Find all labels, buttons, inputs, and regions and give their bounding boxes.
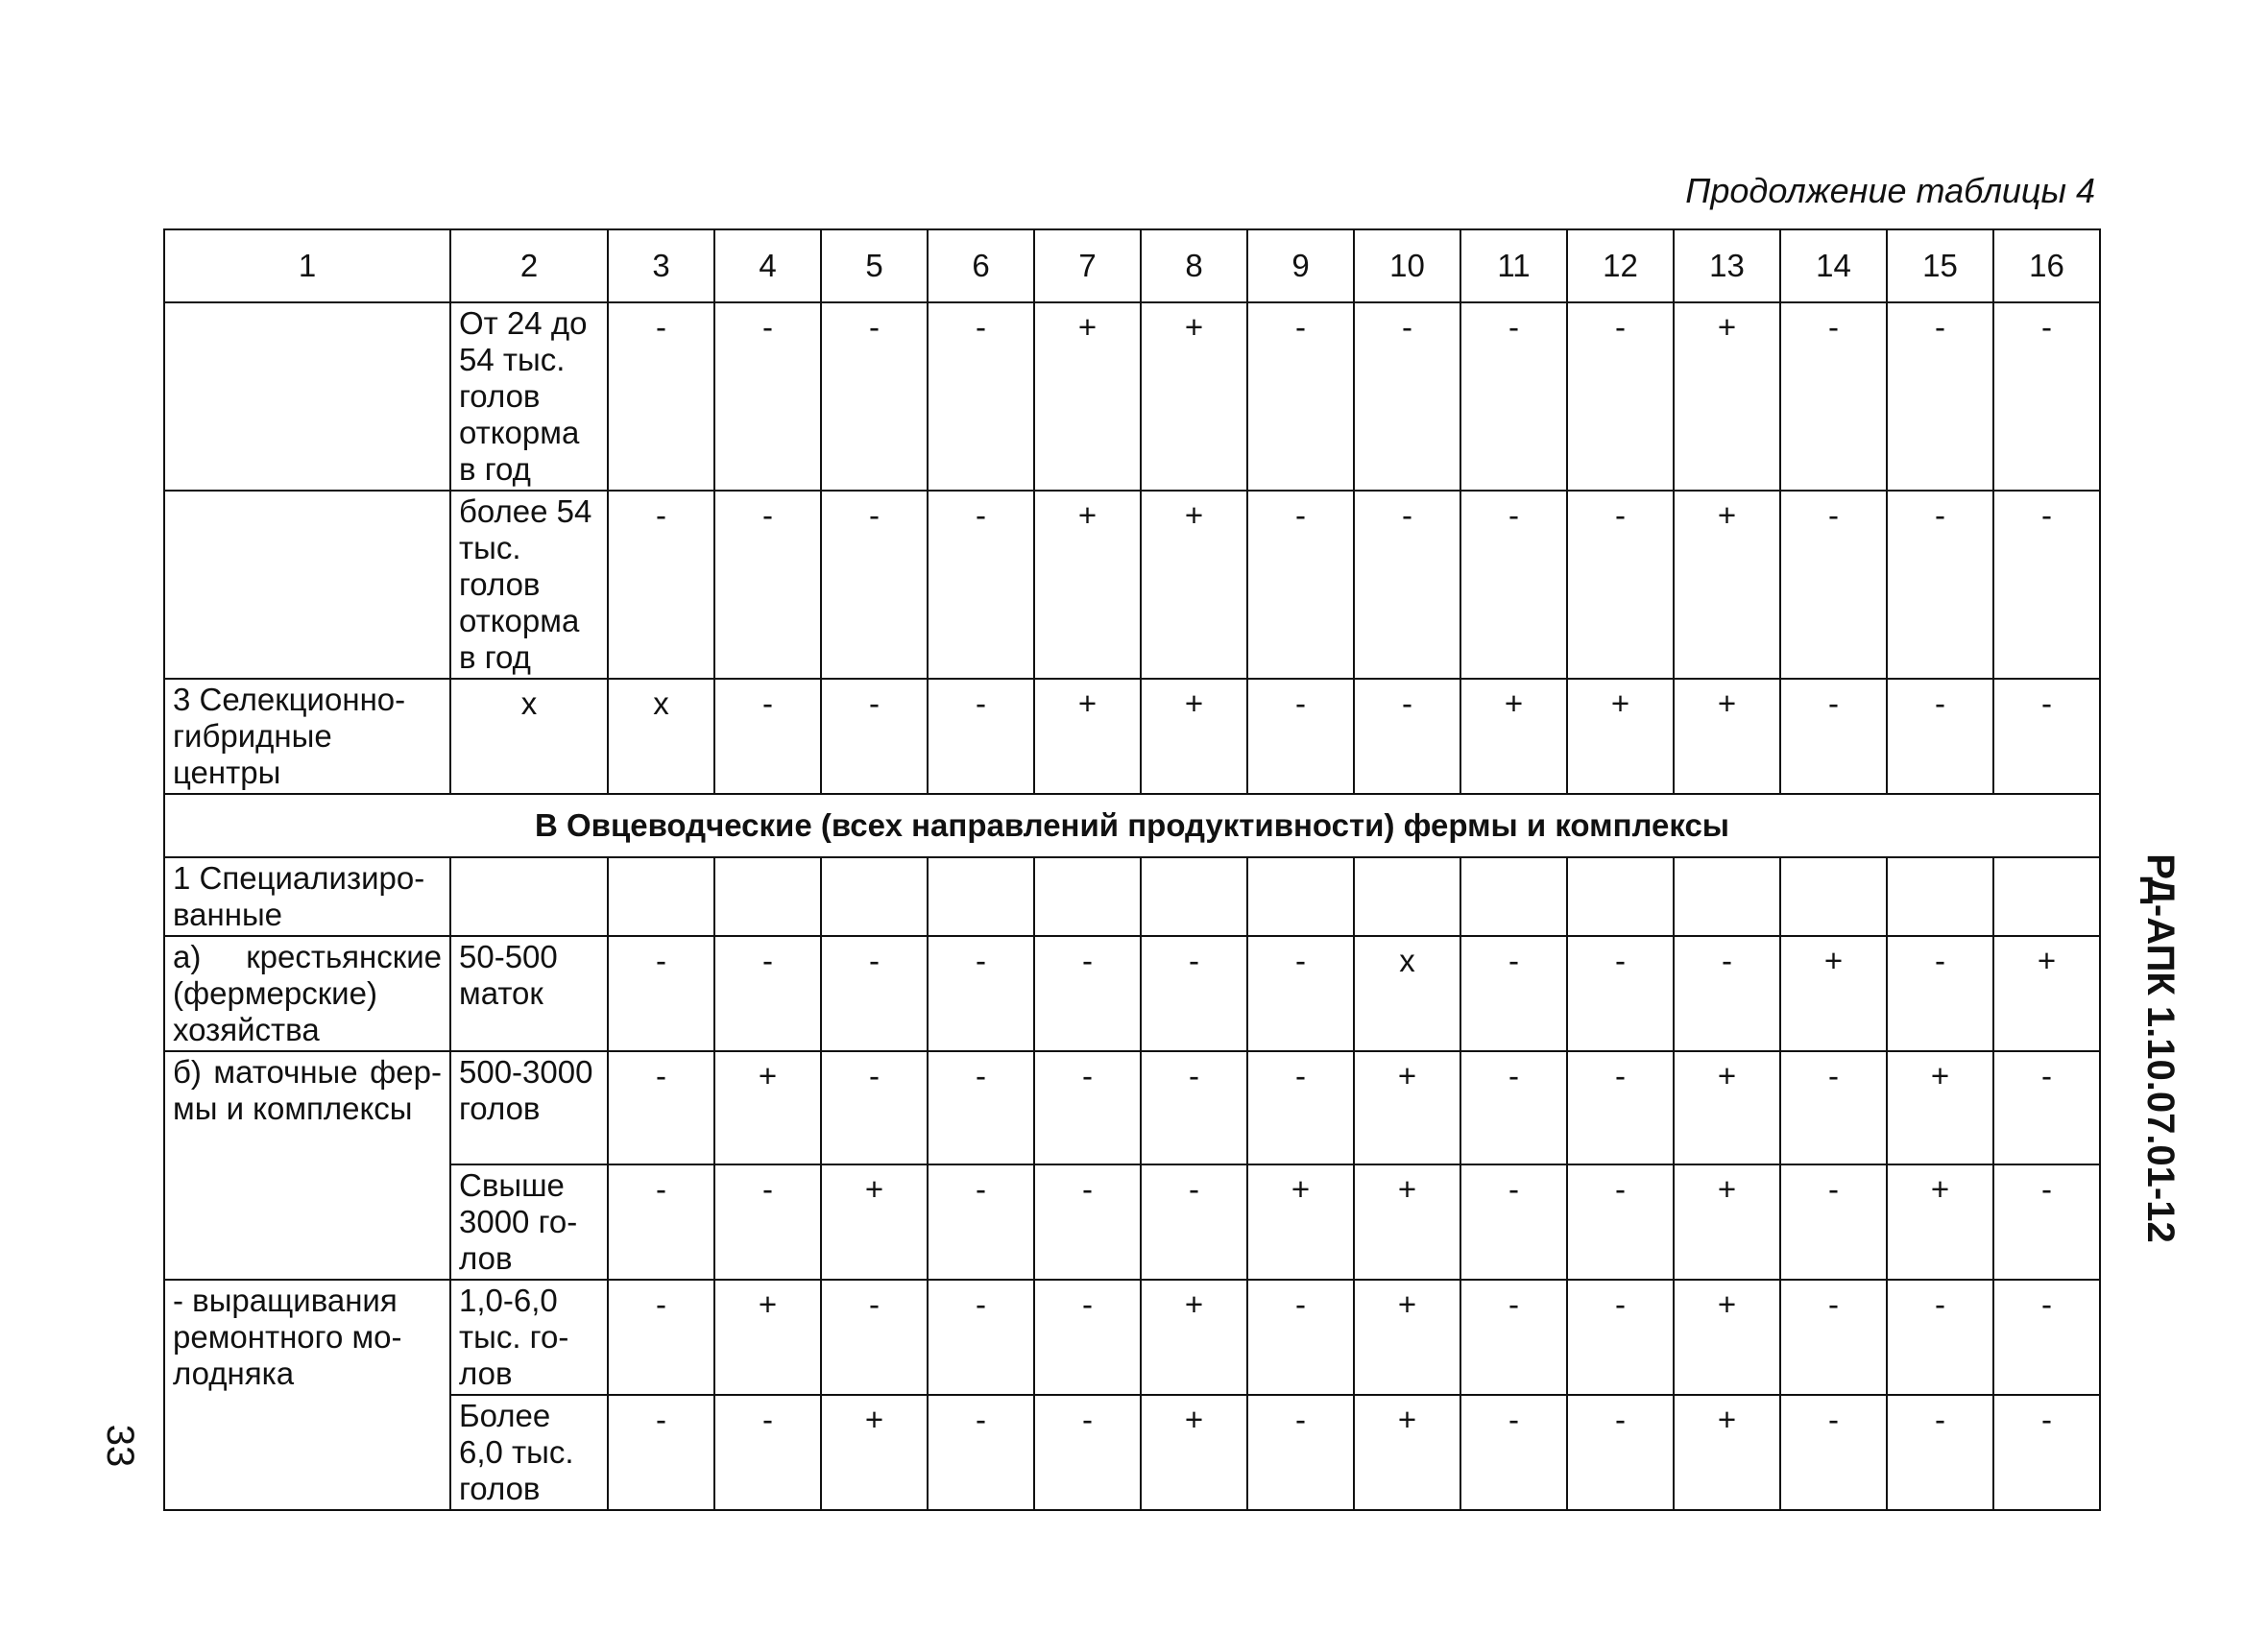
mark-cell: - bbox=[1247, 679, 1354, 794]
row-category-cell: а) крестьянские (фермерские) хозяйства bbox=[164, 936, 450, 1051]
mark-cell: - bbox=[1780, 302, 1887, 491]
mark-cell: + bbox=[1354, 1051, 1460, 1164]
table-row bbox=[164, 857, 2100, 936]
mark-cell: - bbox=[1460, 1164, 1567, 1280]
mark-cell: - bbox=[1993, 491, 2100, 679]
column-header: 16 bbox=[1993, 229, 2100, 302]
row-capacity-cell: Свыше 3000 го-лов bbox=[450, 1164, 608, 1280]
mark-cell: - bbox=[608, 936, 714, 1051]
mark-cell: - bbox=[928, 1280, 1034, 1395]
column-header: 7 bbox=[1034, 229, 1141, 302]
table-row bbox=[164, 679, 2100, 794]
mark-cell: - bbox=[821, 679, 928, 794]
mark-cell bbox=[608, 857, 714, 936]
mark-cell: - bbox=[1887, 302, 1993, 491]
mark-cell: - bbox=[1780, 1051, 1887, 1164]
table-row bbox=[164, 1051, 2100, 1164]
mark-cell: + bbox=[1141, 491, 1247, 679]
row-capacity-cell: х bbox=[450, 679, 608, 794]
mark-cell: - bbox=[1460, 1051, 1567, 1164]
mark-cell: + bbox=[1567, 679, 1674, 794]
mark-cell: - bbox=[928, 1051, 1034, 1164]
mark-cell: - bbox=[821, 1051, 928, 1164]
mark-cell: - bbox=[1034, 1280, 1141, 1395]
row-category-cell: б) маточные фер-мы и комплексы bbox=[164, 1051, 450, 1280]
table-row bbox=[164, 1280, 2100, 1395]
column-header: 9 bbox=[1247, 229, 1354, 302]
mark-cell: - bbox=[821, 302, 928, 491]
row-capacity-cell: 500-3000 голов bbox=[450, 1051, 608, 1164]
mark-cell: - bbox=[1247, 491, 1354, 679]
mark-cell: - bbox=[714, 1164, 821, 1280]
column-header: 3 bbox=[608, 229, 714, 302]
row-category-cell bbox=[164, 302, 450, 491]
mark-cell: + bbox=[1993, 936, 2100, 1051]
mark-cell: - bbox=[1247, 936, 1354, 1051]
mark-cell: - bbox=[1460, 491, 1567, 679]
mark-cell: - bbox=[928, 491, 1034, 679]
mark-cell: - bbox=[1567, 1395, 1674, 1510]
mark-cell: - bbox=[1993, 1395, 2100, 1510]
mark-cell: + bbox=[1780, 936, 1887, 1051]
mark-cell bbox=[821, 857, 928, 936]
mark-cell: + bbox=[1141, 1395, 1247, 1510]
mark-cell: - bbox=[928, 1395, 1034, 1510]
mark-cell: - bbox=[1887, 936, 1993, 1051]
mark-cell: + bbox=[1674, 1280, 1780, 1395]
mark-cell: + bbox=[714, 1051, 821, 1164]
mark-cell bbox=[1460, 857, 1567, 936]
mark-cell: - bbox=[1780, 679, 1887, 794]
mark-cell: - bbox=[1780, 491, 1887, 679]
mark-cell: - bbox=[821, 936, 928, 1051]
mark-cell: + bbox=[1354, 1280, 1460, 1395]
mark-cell: - bbox=[1034, 1051, 1141, 1164]
mark-cell: - bbox=[1780, 1395, 1887, 1510]
table-row bbox=[164, 491, 2100, 679]
column-header: 15 bbox=[1887, 229, 1993, 302]
mark-cell: - bbox=[1247, 1280, 1354, 1395]
mark-cell: - bbox=[608, 1280, 714, 1395]
row-category-cell: - выращивания ремонтного мо-лодняка bbox=[164, 1280, 450, 1510]
mark-cell: - bbox=[1141, 1164, 1247, 1280]
mark-cell: - bbox=[928, 936, 1034, 1051]
mark-cell: - bbox=[1141, 936, 1247, 1051]
mark-cell: - bbox=[1567, 1280, 1674, 1395]
column-header: 13 bbox=[1674, 229, 1780, 302]
mark-cell: - bbox=[1354, 491, 1460, 679]
mark-cell bbox=[1780, 857, 1887, 936]
mark-cell: - bbox=[1674, 936, 1780, 1051]
mark-cell: - bbox=[1034, 936, 1141, 1051]
section-heading-row bbox=[164, 794, 2100, 857]
mark-cell: + bbox=[1247, 1164, 1354, 1280]
mark-cell: + bbox=[1460, 679, 1567, 794]
mark-cell: - bbox=[1034, 1164, 1141, 1280]
row-capacity-cell: От 24 до 54 тыс. голов откорма в год bbox=[450, 302, 608, 491]
mark-cell: - bbox=[1993, 1280, 2100, 1395]
mark-cell: - bbox=[608, 302, 714, 491]
mark-cell: + bbox=[1887, 1164, 1993, 1280]
mark-cell: - bbox=[821, 1280, 928, 1395]
column-header: 8 bbox=[1141, 229, 1247, 302]
mark-cell: - bbox=[1993, 1051, 2100, 1164]
requirements-table bbox=[163, 228, 2101, 1511]
mark-cell: - bbox=[1993, 1164, 2100, 1280]
mark-cell: + bbox=[821, 1395, 928, 1510]
mark-cell: - bbox=[1247, 302, 1354, 491]
mark-cell bbox=[1247, 857, 1354, 936]
mark-cell: - bbox=[1247, 1395, 1354, 1510]
row-capacity-cell bbox=[450, 857, 608, 936]
mark-cell: - bbox=[1460, 1280, 1567, 1395]
mark-cell: - bbox=[1567, 1051, 1674, 1164]
mark-cell bbox=[1993, 857, 2100, 936]
mark-cell: - bbox=[714, 679, 821, 794]
mark-cell: - bbox=[1460, 1395, 1567, 1510]
mark-cell: - bbox=[1141, 1051, 1247, 1164]
mark-cell: + bbox=[1034, 302, 1141, 491]
mark-cell: - bbox=[1567, 491, 1674, 679]
mark-cell: - bbox=[1460, 302, 1567, 491]
mark-cell: - bbox=[714, 936, 821, 1051]
mark-cell: + bbox=[1141, 679, 1247, 794]
mark-cell: - bbox=[928, 1164, 1034, 1280]
table-header-row bbox=[164, 229, 2100, 302]
mark-cell: - bbox=[714, 491, 821, 679]
mark-cell: + bbox=[1141, 302, 1247, 491]
mark-cell: + bbox=[1674, 302, 1780, 491]
column-header: 11 bbox=[1460, 229, 1567, 302]
mark-cell: + bbox=[1354, 1164, 1460, 1280]
mark-cell: - bbox=[608, 1164, 714, 1280]
row-category-cell: 3 Селекционно-гибридные центры bbox=[164, 679, 450, 794]
mark-cell: + bbox=[1887, 1051, 1993, 1164]
mark-cell: - bbox=[1247, 1051, 1354, 1164]
mark-cell: - bbox=[714, 302, 821, 491]
mark-cell: - bbox=[1034, 1395, 1141, 1510]
mark-cell: - bbox=[1993, 679, 2100, 794]
mark-cell: - bbox=[1354, 302, 1460, 491]
mark-cell: + bbox=[1674, 679, 1780, 794]
table-row bbox=[164, 936, 2100, 1051]
table-row bbox=[164, 1395, 2100, 1510]
column-header: 5 bbox=[821, 229, 928, 302]
mark-cell: - bbox=[1567, 936, 1674, 1051]
mark-cell: - bbox=[1993, 302, 2100, 491]
mark-cell: - bbox=[1354, 679, 1460, 794]
column-header: 4 bbox=[714, 229, 821, 302]
mark-cell: - bbox=[1887, 679, 1993, 794]
mark-cell: + bbox=[1674, 1395, 1780, 1510]
column-header: 10 bbox=[1354, 229, 1460, 302]
mark-cell: - bbox=[1780, 1164, 1887, 1280]
table-row bbox=[164, 1164, 2100, 1280]
mark-cell: - bbox=[1887, 1395, 1993, 1510]
column-header: 14 bbox=[1780, 229, 1887, 302]
row-capacity-cell: 50-500 маток bbox=[450, 936, 608, 1051]
mark-cell: - bbox=[1460, 936, 1567, 1051]
column-header: 6 bbox=[928, 229, 1034, 302]
column-header: 1 bbox=[164, 229, 450, 302]
mark-cell bbox=[1887, 857, 1993, 936]
mark-cell bbox=[928, 857, 1034, 936]
table-body bbox=[164, 229, 2100, 1510]
column-header: 12 bbox=[1567, 229, 1674, 302]
mark-cell bbox=[1034, 857, 1141, 936]
mark-cell bbox=[714, 857, 821, 936]
mark-cell bbox=[1674, 857, 1780, 936]
mark-cell: - bbox=[1567, 1164, 1674, 1280]
mark-cell bbox=[1567, 857, 1674, 936]
row-category-cell bbox=[164, 491, 450, 679]
page-number: 33 bbox=[99, 1424, 141, 1468]
table-continuation-caption: Продолжение таблицы 4 bbox=[1685, 171, 2095, 210]
section-heading: В Овцеводческие (всех направлений продуктивности) фермы и комплексы bbox=[164, 794, 2100, 857]
mark-cell: - bbox=[928, 679, 1034, 794]
mark-cell: - bbox=[928, 302, 1034, 491]
mark-cell: - bbox=[608, 491, 714, 679]
mark-cell: - bbox=[1887, 491, 1993, 679]
mark-cell: - bbox=[1780, 1280, 1887, 1395]
row-capacity-cell: 1,0-6,0 тыс. го-лов bbox=[450, 1280, 608, 1395]
document-code: РД-АПК 1.10.07.01-12 bbox=[2139, 853, 2182, 1243]
mark-cell: - bbox=[1567, 302, 1674, 491]
mark-cell bbox=[1141, 857, 1247, 936]
mark-cell: - bbox=[714, 1395, 821, 1510]
table-row bbox=[164, 302, 2100, 491]
mark-cell: + bbox=[1674, 491, 1780, 679]
row-category-cell: 1 Специализиро-ванные bbox=[164, 857, 450, 936]
mark-cell: + bbox=[1141, 1280, 1247, 1395]
mark-cell: х bbox=[608, 679, 714, 794]
column-header: 2 bbox=[450, 229, 608, 302]
row-capacity-cell: Более 6,0 тыс. голов bbox=[450, 1395, 608, 1510]
mark-cell: + bbox=[1674, 1051, 1780, 1164]
mark-cell: + bbox=[1034, 491, 1141, 679]
mark-cell: х bbox=[1354, 936, 1460, 1051]
mark-cell bbox=[1354, 857, 1460, 936]
mark-cell: - bbox=[608, 1395, 714, 1510]
mark-cell: - bbox=[608, 1051, 714, 1164]
mark-cell: + bbox=[1674, 1164, 1780, 1280]
mark-cell: + bbox=[1034, 679, 1141, 794]
mark-cell: - bbox=[821, 491, 928, 679]
mark-cell: + bbox=[1354, 1395, 1460, 1510]
row-capacity-cell: более 54 тыс. голов откорма в год bbox=[450, 491, 608, 679]
mark-cell: - bbox=[1887, 1280, 1993, 1395]
mark-cell: + bbox=[821, 1164, 928, 1280]
mark-cell: + bbox=[714, 1280, 821, 1395]
